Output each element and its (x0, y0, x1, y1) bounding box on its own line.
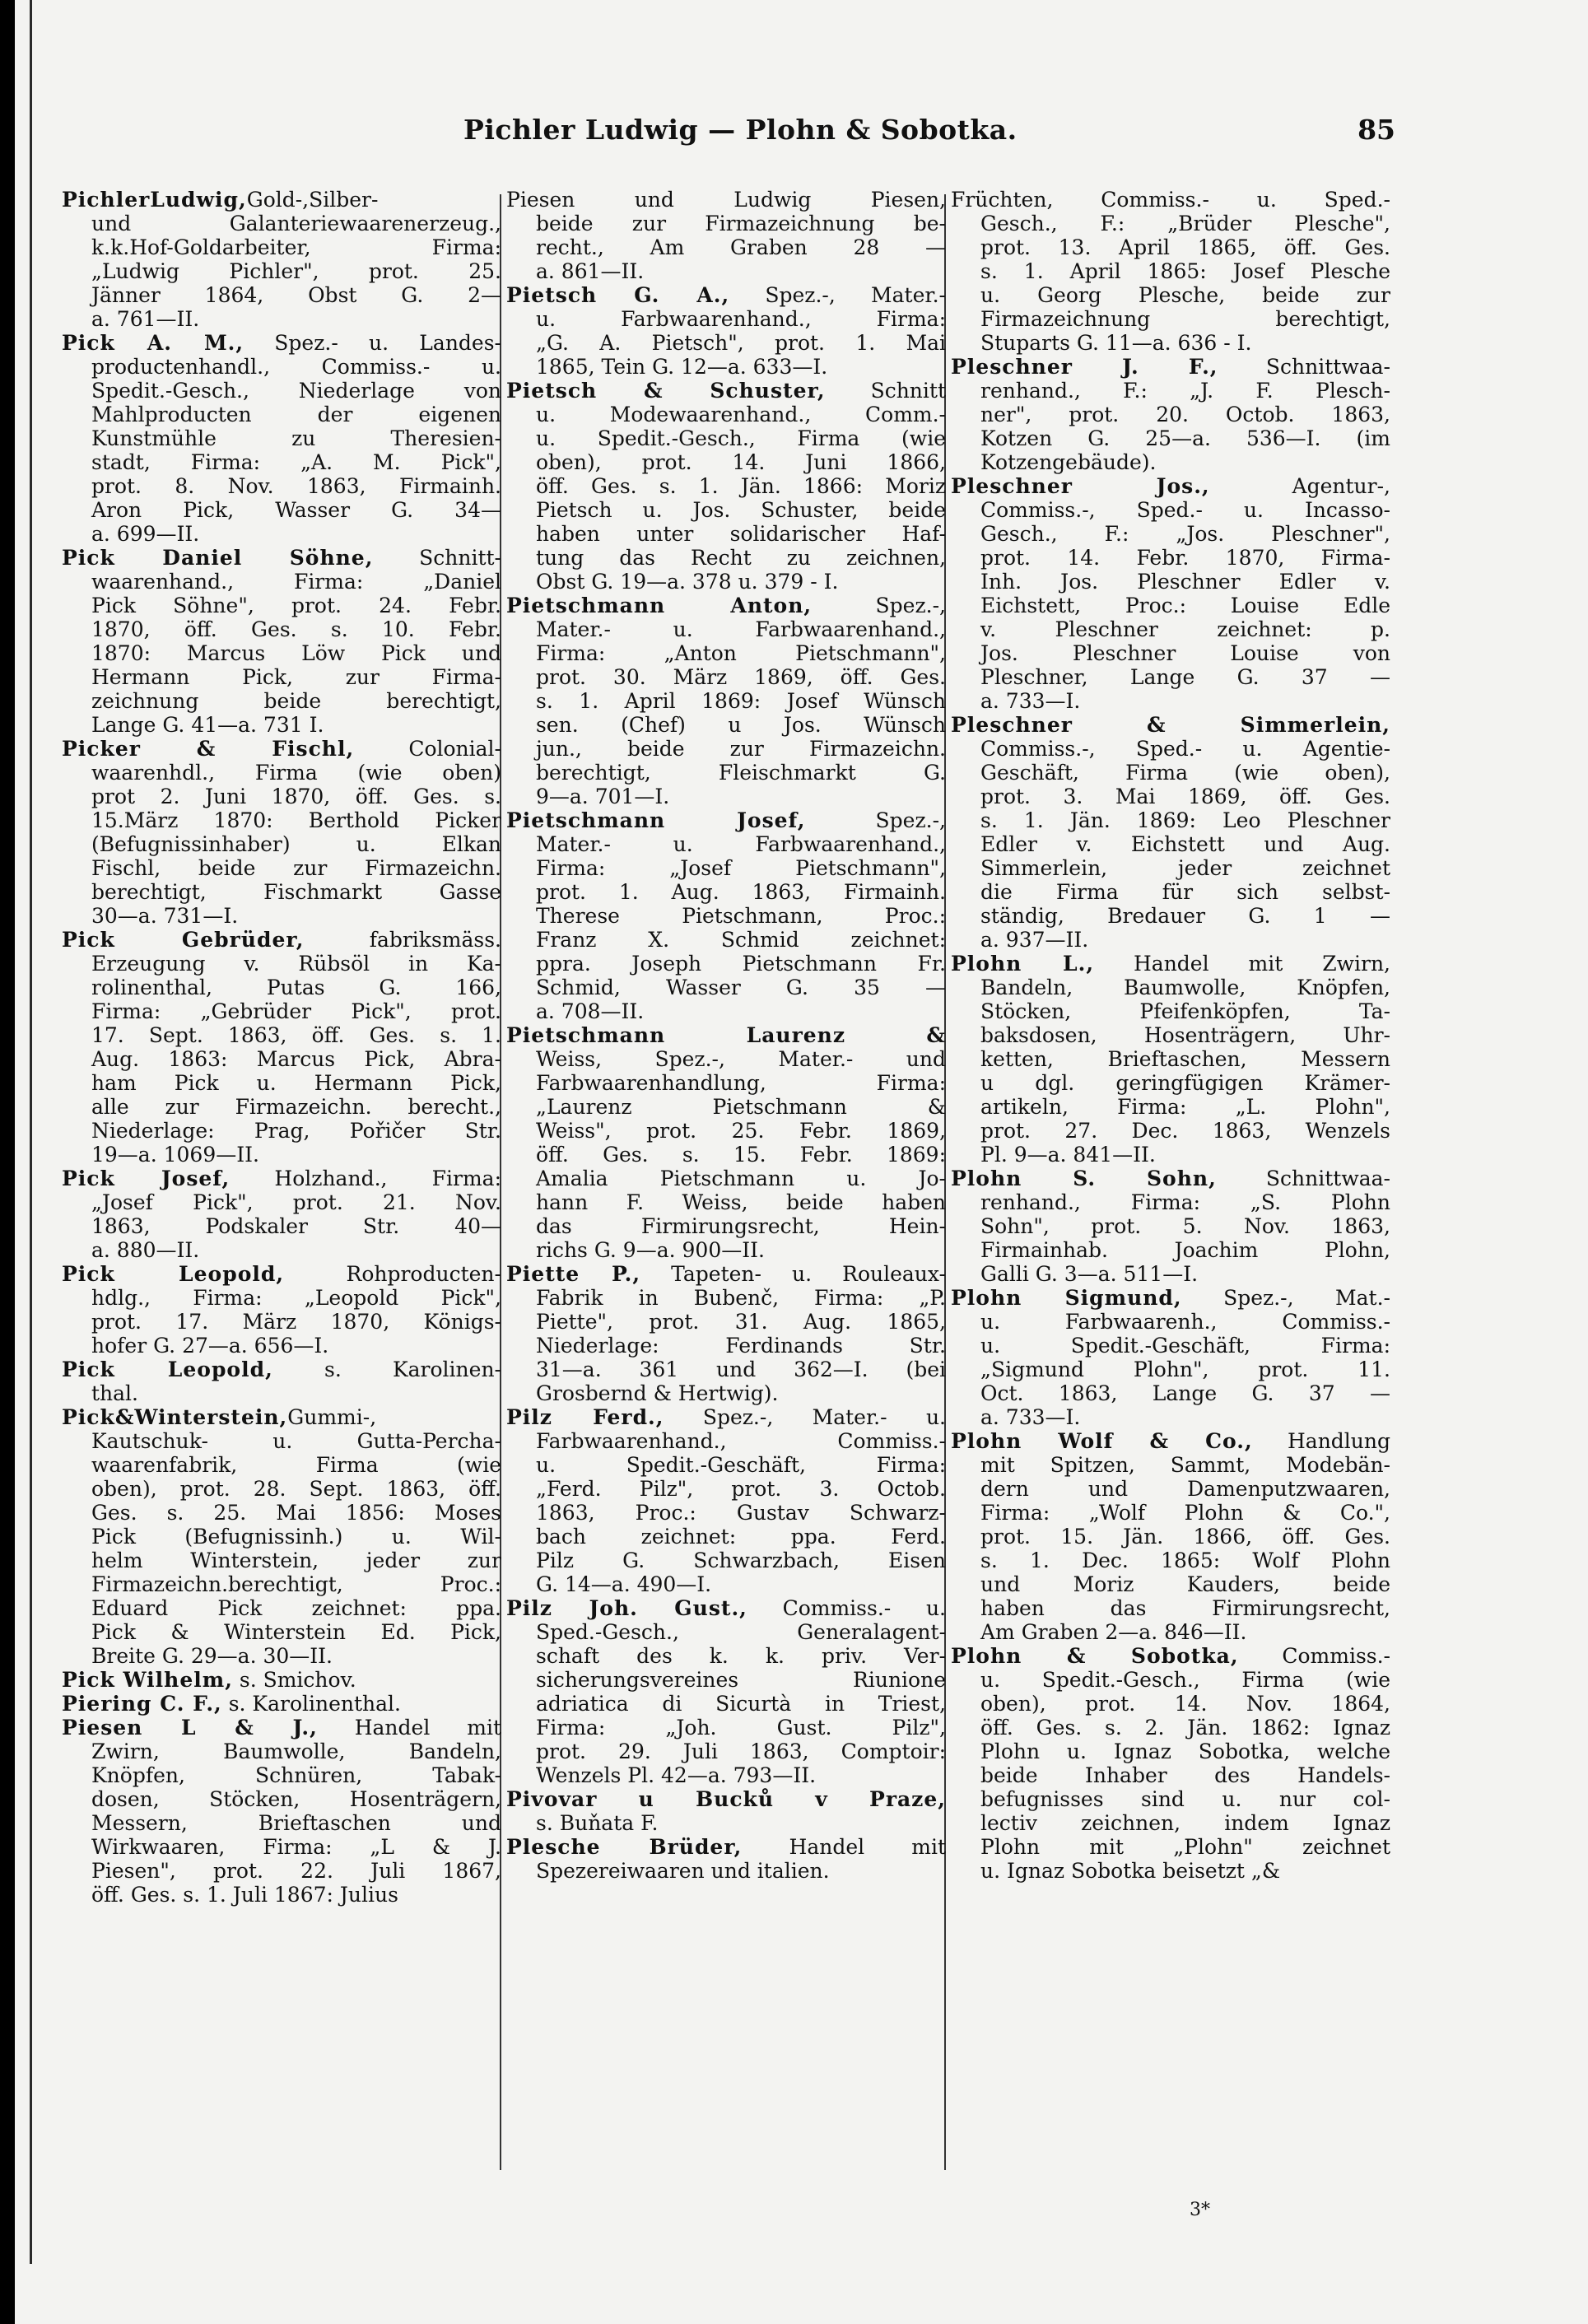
entry-line: sen. (Chef) u Jos. Wünsch (536, 713, 946, 737)
directory-entry (62, 1716, 501, 1907)
entry-line: Piette P., Tapeten- u. Rouleaux- (506, 1262, 946, 1286)
entry-line: thal. (91, 1381, 138, 1405)
entry-line: Galli G. 3—a. 511—I. (980, 1262, 1199, 1286)
entry-line: Pl. 9—a. 841—II. (980, 1143, 1156, 1167)
directory-entry (506, 1787, 946, 1835)
entry-name: Pleschner & Simmerlein, (951, 713, 1390, 737)
directory-entry (951, 355, 1390, 474)
entry-line: waarenhdl., Firma (wie oben) (91, 761, 501, 785)
entry-name: PichlerLudwig, (62, 188, 247, 212)
entry-line: Weiss", prot. 25. Febr. 1869, (536, 1119, 946, 1143)
entry-line: Oct. 1863, Lange G. 37 — (980, 1381, 1390, 1405)
entry-line: prot. 15. Jän. 1866, öff. Ges. (980, 1525, 1390, 1549)
entry-line: prot. 17. März 1870, Königs- (91, 1310, 501, 1334)
entry-line: prot. 29. Juli 1863, Comptoir: (536, 1740, 946, 1763)
directory-entry (62, 928, 501, 1167)
entry-line: öff. Ges. s. 15. Febr. 1869: (536, 1143, 946, 1167)
directory-entry (62, 1668, 501, 1692)
entry-line: ketten, Brieftaschen, Messern (980, 1047, 1390, 1071)
directory-entry (62, 1262, 501, 1358)
directory-entry (506, 1023, 946, 1262)
entry-line: u. Farbwaarenhand., Firma: (536, 307, 946, 331)
entry-line: productenhandl., Commiss.- u. (91, 355, 501, 379)
entry-line: Pick Josef, Holzhand., Firma: (62, 1167, 501, 1190)
entry-line: zeichnung beide berechtigt, (91, 689, 501, 713)
entry-line: Kotzengebäude). (980, 450, 1157, 474)
entry-line: Eichstett, Proc.: Louise Edle (980, 594, 1390, 617)
entry-name: Pilz Joh. Gust., (506, 1596, 747, 1620)
entry-line: u. Spedit.-Geschäft, Firma: (536, 1453, 946, 1477)
entry-line: Pick Daniel Söhne, Schnitt- (62, 546, 501, 570)
entry-line: prot 2. Juni 1870, öff. Ges. s. (91, 785, 501, 808)
directory-entry (951, 952, 1390, 1167)
entry-line: Pilz G. Schwarzbach, Eisen (536, 1549, 946, 1572)
entry-line: Früchten, Commiss.- u. Sped.- (951, 188, 1390, 212)
directory-entry (506, 1835, 946, 1883)
entry-line: Therese Pietschmann, Proc.: (536, 904, 946, 928)
entry-line: mit Spitzen, Sammt, Modebän- (980, 1453, 1390, 1477)
entry-name: Pivovar u Bucků v Praze, (506, 1787, 946, 1811)
entry-line: u. Farbwaarenh., Commiss.- (980, 1310, 1390, 1334)
entry-name: Pick Wilhelm, (62, 1668, 233, 1692)
entry-line: ständig, Bredauer G. 1 — (980, 904, 1390, 928)
entry-name: Pick Gebrüder, (62, 928, 305, 952)
entry-line: PichlerLudwig,Gold-,Silber- (62, 188, 379, 212)
entry-line: hdlg., Firma: „Leopold Pick", (91, 1286, 501, 1310)
directory-entry (951, 188, 1390, 355)
entry-line: Wenzels Pl. 42—a. 793—II. (536, 1763, 817, 1787)
entry-line: hann F. Weiss, beide haben (536, 1190, 946, 1214)
entry-line: Firmazeichn.berechtigt, Proc.: (91, 1572, 501, 1596)
entry-name: Pick&Winterstein, (62, 1405, 288, 1429)
entry-line: Sohn", prot. 5. Nov. 1863, (980, 1214, 1390, 1238)
entry-line: befugnisses sind u. nur col- (980, 1787, 1390, 1811)
entry-line: Firmazeichnung berechtigt, (980, 307, 1390, 331)
entry-line: a. 699—II. (91, 522, 200, 546)
directory-entry (506, 1405, 946, 1596)
entry-line: renhand., F.: „J. F. Plesch- (980, 379, 1390, 403)
entry-line: Commiss.-, Sped.- u. Incasso- (980, 498, 1390, 522)
entry-name: Plohn S. Sohn, (951, 1167, 1217, 1190)
entry-line: Piesen", prot. 22. Juli 1867, (91, 1859, 501, 1883)
signature-mark: 3* (1190, 2200, 1210, 2220)
entry-line: Knöpfen, Schnüren, Tabak- (91, 1763, 501, 1787)
entry-line: Pietsch u. Jos. Schuster, beide (536, 498, 946, 522)
entry-line: 19—a. 1069—II. (91, 1143, 259, 1167)
entry-line: Pietschmann Josef, Spez.-, (506, 808, 946, 832)
entry-line: Plohn Wolf & Co., Handlung (951, 1429, 1390, 1453)
entry-line: Plohn Sigmund, Spez.-, Mat.- (951, 1286, 1390, 1310)
directory-entry (62, 188, 501, 331)
directory-entry (951, 1286, 1390, 1429)
entry-line: Pleschner, Lange G. 37 — (980, 665, 1390, 689)
entry-line: Jänner 1864, Obst G. 2— (91, 283, 501, 307)
directory-entry (506, 283, 946, 379)
entry-name: Pleschner Jos., (951, 474, 1210, 498)
entry-line: berechtigt, Fischmarkt Gasse (91, 880, 501, 904)
entry-line: helm Winterstein, jeder zur (91, 1549, 501, 1572)
entry-line: Plohn & Sobotka, Commiss.- (951, 1644, 1390, 1668)
page-number: 85 (1357, 114, 1395, 146)
directory-entry (951, 1429, 1390, 1644)
entry-line: Pleschner Jos., Agentur-, (951, 474, 1390, 498)
column-2 (506, 188, 946, 1883)
entry-line: haben unter solidarischer Haf- (536, 522, 946, 546)
entry-line (951, 713, 1390, 737)
entry-name: Pick Josef, (62, 1167, 231, 1190)
directory-entry (506, 1262, 946, 1405)
entry-line: Farbwaarenhandlung, Firma: (536, 1071, 946, 1095)
entry-line: dosen, Stöcken, Hosenträgern, (91, 1787, 501, 1811)
entry-name: Pick Daniel Söhne, (62, 546, 374, 570)
entry-line: Mater.- u. Farbwaarenhand., (536, 617, 946, 641)
entry-line: Sped.-Gesch., Generalagent- (536, 1620, 946, 1644)
entry-line: Kunstmühle zu Theresien- (91, 426, 501, 450)
entry-name: Piette P., (506, 1262, 641, 1286)
entry-line: Pick Wilhelm, s. Smichov. (62, 1668, 356, 1692)
entry-line: a. 733—I. (980, 1405, 1081, 1429)
page-header (15, 114, 1588, 150)
entry-line: Aug. 1863: Marcus Pick, Abra- (91, 1047, 501, 1071)
entry-line: Firma: „Anton Pietschmann", (536, 641, 946, 665)
entry-name: Pick Leopold, (62, 1262, 285, 1286)
entry-line: s. 1. Dec. 1865: Wolf Plohn (980, 1549, 1390, 1572)
entry-line: Am Graben 2—a. 846—II. (980, 1620, 1247, 1644)
entry-line: Spedit.-Gesch., Niederlage von (91, 379, 501, 403)
entry-line: Stöcken, Pfeifenköpfen, Ta- (980, 999, 1390, 1023)
entry-line: Weiss, Spez.-, Mater.- und (536, 1047, 946, 1071)
entry-line: Pick Gebrüder, fabriksmäss. (62, 928, 501, 952)
directory-entry (62, 1167, 501, 1262)
entry-line: Inh. Jos. Pleschner Edler v. (980, 570, 1390, 594)
entry-line: (Befugnissinhaber) u. Elkan (91, 832, 501, 856)
entry-line: Fabrik in Bubenč, Firma: „P. (536, 1286, 946, 1310)
entry-line: Firma: „Joh. Gust. Pilz", (536, 1716, 946, 1740)
entry-line: haben das Firmirungsrecht, (980, 1596, 1390, 1620)
column-3 (951, 188, 1390, 1883)
directory-entry (951, 713, 1390, 952)
entry-name: Piering C. F., (62, 1692, 222, 1716)
entry-line: Pilz Ferd., Spez.-, Mater.- u. (506, 1405, 946, 1429)
entry-name: Plesche Brüder, (506, 1835, 743, 1859)
entry-line: v. Pleschner zeichnet: p. (980, 617, 1390, 641)
entry-line: stadt, Firma: „A. M. Pick", (91, 450, 501, 474)
entry-line: u. Modewaarenhand., Comm.- (536, 403, 946, 426)
entry-line: Lange G. 41—a. 731 I. (91, 713, 324, 737)
entry-line: Firma: „Wolf Plohn & Co.", (980, 1501, 1390, 1525)
entry-line: Piette", prot. 31. Aug. 1865, (536, 1310, 946, 1334)
entry-line: richs G. 9—a. 900—II. (536, 1238, 765, 1262)
entry-line: hofer G. 27—a. 656—I. (91, 1334, 329, 1358)
entry-line: Stuparts G. 11—a. 636 - I. (980, 331, 1252, 355)
entry-name: Pilz Ferd., (506, 1405, 664, 1429)
entry-line: waarenfabrik, Firma (wie (91, 1453, 501, 1477)
column-1 (62, 188, 501, 1907)
entry-name: Pietschmann Laurenz & (506, 1023, 946, 1047)
entry-line: öff. Ges. s. 1. Jän. 1866: Moriz (536, 474, 946, 498)
entry-line: G. 14—a. 490—I. (536, 1572, 712, 1596)
entry-line: Amalia Pietschmann u. Jo- (536, 1167, 946, 1190)
entry-name: Pick A. M., (62, 331, 244, 355)
entry-line: Mahlproducten der eigenen (91, 403, 501, 426)
entry-line: Eduard Pick zeichnet: ppa. (91, 1596, 501, 1620)
entry-line: u. Spedit.-Geschäft, Firma: (980, 1334, 1390, 1358)
entry-line: Pick Leopold, Rohproducten- (62, 1262, 501, 1286)
entry-line: baksdosen, Hosenträgern, Uhr- (980, 1023, 1390, 1047)
entry-line: Pick&Winterstein,Gummi-, (62, 1405, 377, 1429)
entry-line: öff. Ges. s. 1. Juli 1867: Julius (91, 1883, 398, 1907)
entry-line: Pick A. M., Spez.- u. Landes- (62, 331, 501, 355)
directory-entry (951, 474, 1390, 713)
entry-name: Pietschmann Anton, (506, 594, 813, 617)
entry-line: ppra. Joseph Pietschmann Fr. (536, 952, 946, 976)
entry-line: bach zeichnet: ppa. Ferd. (536, 1525, 946, 1549)
entry-line: prot. 30. März 1869, öff. Ges. (536, 665, 946, 689)
directory-entry (506, 1596, 946, 1787)
document-page (15, 0, 1588, 2324)
entry-name: Plohn Sigmund, (951, 1286, 1182, 1310)
entry-line: Plohn mit „Plohn" zeichnet (980, 1835, 1390, 1859)
entry-line: Pick Söhne", prot. 24. Febr. (91, 594, 501, 617)
entry-line: Farbwaarenhand., Commiss.- (536, 1429, 946, 1453)
entry-line: u. Georg Plesche, beide zur (980, 283, 1390, 307)
directory-entry (62, 1405, 501, 1668)
entry-line: Niederlage: Ferdinands Str. (536, 1334, 946, 1358)
entry-line: Schmid, Wasser G. 35 — (536, 976, 946, 999)
entry-line: „Sigmund Plohn", prot. 11. (980, 1358, 1390, 1381)
entry-line: u. Spedit.-Gesch., Firma (wie (536, 426, 946, 450)
entry-line: oben), prot. 14. Juni 1866, (536, 450, 946, 474)
entry-line: beide Inhaber des Handels- (980, 1763, 1390, 1787)
directory-entry (506, 379, 946, 594)
entry-line: beide zur Firmazeichnung be- (536, 212, 946, 235)
entry-line: schaft des k. k. priv. Ver- (536, 1644, 946, 1668)
entry-line: u. Spedit.-Gesch., Firma (wie (980, 1668, 1390, 1692)
entry-line: Mater.- u. Farbwaarenhand., (536, 832, 946, 856)
entry-line: lectiv zeichnen, indem Ignaz (980, 1811, 1390, 1835)
entry-line: Fischl, beide zur Firmazeichn. (91, 856, 501, 880)
entry-line: 1870: Marcus Löw Pick und (91, 641, 501, 665)
entry-line: 1863, Podskaler Str. 40— (91, 1214, 501, 1238)
entry-line: Pick Leopold, s. Karolinen- (62, 1358, 501, 1381)
entry-line: Pick (Befugnissinh.) u. Wil- (91, 1525, 501, 1549)
entry-line: „Ferd. Pilz", prot. 3. Octob. (536, 1477, 946, 1501)
entry-line: Wirkwaaren, Firma: „L & J. (91, 1835, 501, 1859)
entry-line: Geschäft, Firma (wie oben), (980, 761, 1390, 785)
entry-line: und Moriz Kauders, beide (980, 1572, 1390, 1596)
entry-line: Plohn L., Handel mit Zwirn, (951, 952, 1390, 976)
entry-line: 17. Sept. 1863, öff. Ges. s. 1. (91, 1023, 501, 1047)
directory-entry (62, 1692, 501, 1716)
entry-line: s. 1. Jän. 1869: Leo Pleschner (980, 808, 1390, 832)
entry-line: „Laurenz Pietschmann & (536, 1095, 946, 1119)
directory-entry (62, 331, 501, 546)
entry-name: Pick Leopold, (62, 1358, 273, 1381)
entry-line: Piesen und Ludwig Piesen, (506, 188, 946, 212)
entry-name: Picker & Fischl, (62, 737, 355, 761)
entry-line: Firmainhab. Joachim Plohn, (980, 1238, 1390, 1262)
entry-line: Edler v. Eichstett und Aug. (980, 832, 1390, 856)
entry-line: Obst G. 19—a. 378 u. 379 - I. (536, 570, 839, 594)
entry-line: Plohn S. Sohn, Schnittwaa- (951, 1167, 1390, 1190)
entry-line: u dgl. geringfügigen Krämer- (980, 1071, 1390, 1095)
entry-line: berechtigt, Fleischmarkt G. (536, 761, 946, 785)
entry-line: adriatica di Sicurtà in Triest, (536, 1692, 946, 1716)
directory-entry (506, 594, 946, 808)
entry-line: Commiss.-, Sped.- u. Agentie- (980, 737, 1390, 761)
entry-line: a. 937—II. (980, 928, 1089, 952)
entry-line: u. Ignaz Sobotka beisetzt „& (980, 1859, 1281, 1883)
entry-line: a. 880—II. (91, 1238, 200, 1262)
entry-line: Pilz Joh. Gust., Commiss.- u. (506, 1596, 946, 1620)
entry-line: Jos. Pleschner Louise von (980, 641, 1390, 665)
entry-line: waarenhand., Firma: „Daniel (91, 570, 501, 594)
entry-line: Kautschuk- u. Gutta-Percha- (91, 1429, 501, 1453)
entry-line: Plohn u. Ignaz Sobotka, welche (980, 1740, 1390, 1763)
entry-line: oben), prot. 14. Nov. 1864, (980, 1692, 1390, 1716)
entry-line (506, 1787, 946, 1811)
entry-name: Pietsch & Schuster, (506, 379, 826, 403)
directory-entry (506, 188, 946, 283)
entry-line: ham Pick u. Hermann Pick, (91, 1071, 501, 1095)
entry-line: renhand., Firma: „S. Plohn (980, 1190, 1390, 1214)
entry-line: „Josef Pick", prot. 21. Nov. (91, 1190, 501, 1214)
entry-line: s. Buňata F. (536, 1811, 659, 1835)
entry-line: jun., beide zur Firmazeichn. (536, 737, 946, 761)
entry-line: dern und Damenputzwaaren, (980, 1477, 1390, 1501)
entry-line: a. 861—II. (536, 259, 645, 283)
entry-line: rolinenthal, Putas G. 166, (91, 976, 501, 999)
entry-line: Gesch., F.: „Brüder Plesche", (980, 212, 1390, 235)
entry-line: a. 708—II. (536, 999, 645, 1023)
entry-line: a. 761—II. (91, 307, 200, 331)
entry-line: Plesche Brüder, Handel mit (506, 1835, 946, 1859)
entry-line (506, 1023, 946, 1047)
entry-line: 1870, öff. Ges. s. 10. Febr. (91, 617, 501, 641)
directory-entry (506, 808, 946, 1023)
entry-line: „Ludwig Pichler", prot. 25. (91, 259, 501, 283)
entry-line: 1863, Proc.: Gustav Schwarz- (536, 1501, 946, 1525)
entry-name: Pleschner J. F., (951, 355, 1218, 379)
entry-name: Pietschmann Josef, (506, 808, 806, 832)
entry-line: s. 1. April 1869: Josef Wünsch (536, 689, 946, 713)
entry-line: Breite G. 29—a. 30—II. (91, 1644, 333, 1668)
entry-line: Firma: „Gebrüder Pick", prot. (91, 999, 501, 1023)
entry-line: Spezereiwaaren und italien. (536, 1859, 830, 1883)
entry-line: das Firmirungsrecht, Hein- (536, 1214, 946, 1238)
entry-line: a. 733—I. (980, 689, 1081, 713)
entry-line: Pleschner J. F., Schnittwaa- (951, 355, 1390, 379)
entry-line: s. 1. April 1865: Josef Plesche (980, 259, 1390, 283)
entry-line: ner", prot. 20. Octob. 1863, (980, 403, 1390, 426)
entry-line: sicherungsvereines Riunione (536, 1668, 946, 1692)
directory-entry (951, 1644, 1390, 1883)
entry-line: Messern, Brieftaschen und (91, 1811, 501, 1835)
entry-line: prot. 13. April 1865, öff. Ges. (980, 235, 1390, 259)
entry-line: 31—a. 361 und 362—I. (bei (536, 1358, 946, 1381)
entry-line: die Firma für sich selbst- (980, 880, 1390, 904)
entry-line: recht., Am Graben 28 — (536, 235, 946, 259)
entry-name: Plohn & Sobotka, (951, 1644, 1239, 1668)
entry-line: Simmerlein, jeder zeichnet (980, 856, 1390, 880)
entry-name: Plohn L., (951, 952, 1095, 976)
entry-line: prot. 1. Aug. 1863, Firmainh. (536, 880, 946, 904)
entry-line: prot. 14. Febr. 1870, Firma- (980, 546, 1390, 570)
entry-line: Ges. s. 25. Mai 1856: Moses (91, 1501, 501, 1525)
directory-entry (62, 546, 501, 737)
entry-line: Pick & Winterstein Ed. Pick, (91, 1620, 501, 1644)
entry-line: Pietsch G. A., Spez.-, Mater.- (506, 283, 946, 307)
entry-line: oben), prot. 28. Sept. 1863, öff. (91, 1477, 501, 1501)
entry-line: und Galanteriewaarenerzeug., (91, 212, 501, 235)
entry-line: prot. 8. Nov. 1863, Firmainh. (91, 474, 501, 498)
entry-line: Kotzen G. 25—a. 536—I. (im (980, 426, 1390, 450)
entry-line: Erzeugung v. Rübsöl in Ka- (91, 952, 501, 976)
entry-line: Gesch., F.: „Jos. Pleschner", (980, 522, 1390, 546)
entry-line: Picker & Fischl, Colonial- (62, 737, 501, 761)
entry-line: 1865, Tein G. 12—a. 633—I. (536, 355, 828, 379)
entry-line: prot. 27. Dec. 1863, Wenzels (980, 1119, 1390, 1143)
directory-entry (951, 1167, 1390, 1286)
entry-line: Piesen L & J., Handel mit (62, 1716, 501, 1740)
entry-line: k.k.Hof-Goldarbeiter, Firma: (91, 235, 501, 259)
entry-line: 15.März 1870: Berthold Picker (91, 808, 501, 832)
entry-line: 9—a. 701—I. (536, 785, 670, 808)
entry-line: öff. Ges. s. 2. Jän. 1862: Ignaz (980, 1716, 1390, 1740)
entry-name: Plohn Wolf & Co., (951, 1429, 1253, 1453)
entry-line: alle zur Firmazeichn. berecht., (91, 1095, 501, 1119)
entry-line: Firma: „Josef Pietschmann", (536, 856, 946, 880)
entry-name: Pietsch G. A., (506, 283, 730, 307)
entry-line: Grosbernd & Hertwig). (536, 1381, 779, 1405)
entry-line: Bandeln, Baumwolle, Knöpfen, (980, 976, 1390, 999)
entry-line: Aron Pick, Wasser G. 34— (91, 498, 501, 522)
page-edge-rule (30, 0, 32, 2264)
entry-line: Niederlage: Prag, Pořičer Str. (91, 1119, 501, 1143)
entry-line: prot. 3. Mai 1869, öff. Ges. (980, 785, 1390, 808)
entry-line: 30—a. 731—I. (91, 904, 239, 928)
directory-entry (62, 1358, 501, 1405)
entry-name: Piesen L & J., (62, 1716, 318, 1740)
entry-line: Hermann Pick, zur Firma- (91, 665, 501, 689)
entry-line: Pietschmann Anton, Spez.-, (506, 594, 946, 617)
directory-entry (62, 737, 501, 928)
entry-line: Franz X. Schmid zeichnet: (536, 928, 946, 952)
entry-line: Zwirn, Baumwolle, Bandeln, (91, 1740, 501, 1763)
entry-line: Pietsch & Schuster, Schnitt (506, 379, 946, 403)
entry-line: artikeln, Firma: „L. Plohn", (980, 1095, 1390, 1119)
entry-line: tung das Recht zu zeichnen, (536, 546, 946, 570)
entry-line: Piering C. F., s. Karolinenthal. (62, 1692, 401, 1716)
running-title: Pichler Ludwig — Plohn & Sobotka. (463, 114, 1018, 146)
entry-line: „G. A. Pietsch", prot. 1. Mai (536, 331, 946, 355)
